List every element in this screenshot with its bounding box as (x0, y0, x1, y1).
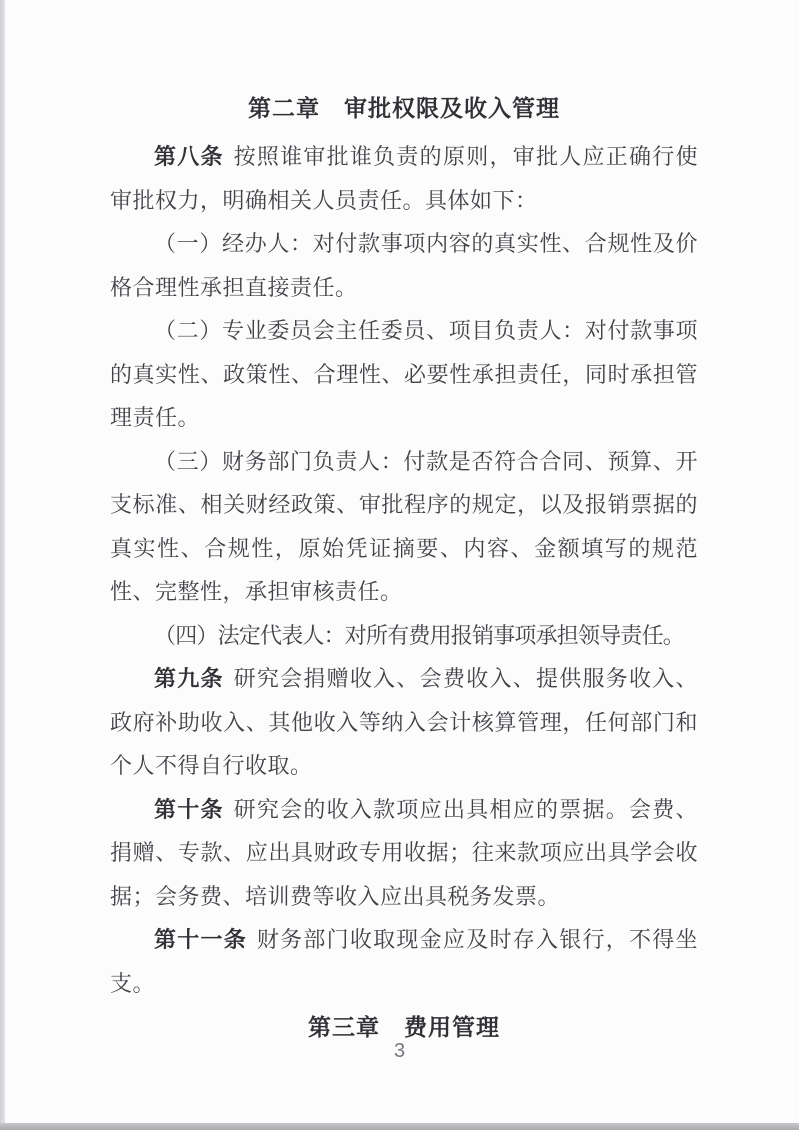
document-body (110, 86, 698, 1051)
article-11-number: 第十一条 (154, 927, 248, 952)
chapter-3-heading: 第三章 费用管理 (308, 1015, 500, 1040)
item-4-paragraph (110, 614, 698, 658)
item-1-paragraph (110, 222, 698, 309)
scan-edge-bottom (0, 1123, 799, 1130)
article-8-number: 第八条 (154, 144, 224, 169)
article-10-paragraph (110, 788, 698, 919)
item-1-text: （一）经办人：对付款事项内容的真实性、合规性及价格合理性承担直接责任。 (110, 231, 698, 300)
article-9-number: 第九条 (154, 666, 224, 691)
page-number: 3 (393, 1040, 406, 1062)
article-9-text: 研究会捐赠收入、会费收入、提供服务收入、政府补助收入、其他收入等纳入会计核算管理，任何部门和个人不得自行收取。 (110, 666, 698, 778)
article-10-number: 第十条 (154, 796, 224, 822)
item-4-text: （四）法定代表人：对所有费用报销事项承担领导责任。 (154, 622, 685, 648)
article-8-paragraph (110, 135, 698, 222)
article-8-text: 按照谁审批谁负责的原则，审批人应正确行使审批权力，明确相关人员责任。具体如下： (110, 144, 698, 213)
chapter-2-heading: 第二章 审批权限及收入管理 (248, 96, 560, 121)
article-10-text: 研究会的收入款项应出具相应的票据。会费、捐赠、专款、应出具财政专用收据；往来款项应出具学会收据；会务费、培训费等收入应出具税务发票。 (110, 796, 698, 909)
scan-edge-left (0, 0, 5, 1130)
item-3-paragraph (110, 440, 698, 614)
article-11-text: 财务部门收取现金应及时存入银行，不得坐支。 (110, 927, 698, 996)
article-11-paragraph (110, 918, 698, 1005)
item-3-text: （三）财务部门负责人：付款是否符合合同、预算、开支标准、相关财经政策、审批程序的规定，以及报销票据的真实性、合规性，原始凭证摘要、内容、金额填写的规范性、完整性，承担审核责任。 (110, 448, 698, 604)
item-2-paragraph (110, 309, 698, 440)
article-9-paragraph (110, 657, 698, 788)
item-2-text: （二）专业委员会主任委员、项目负责人：对付款事项的真实性、政策性、合理性、必要性承担责任，同时承担管理责任。 (110, 318, 698, 430)
